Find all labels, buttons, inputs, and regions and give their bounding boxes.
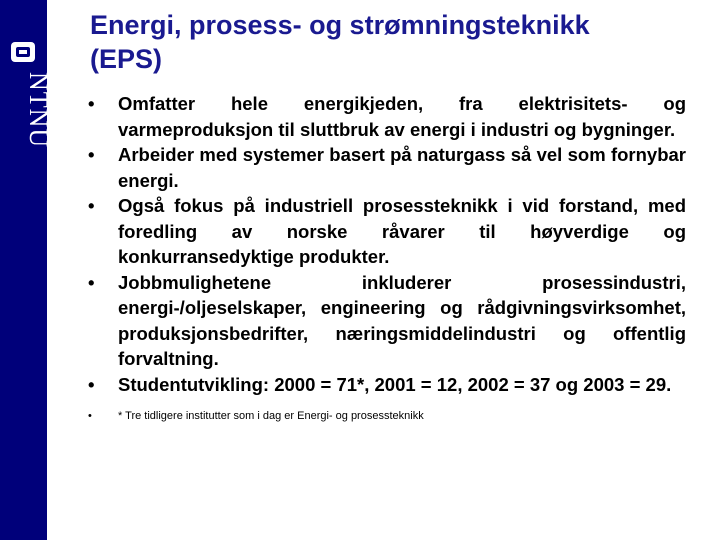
bullet-marker: • — [88, 271, 95, 293]
title-line-1: Energi, prosess- og strømningsteknikk — [90, 10, 590, 40]
bullet-marker: • — [88, 93, 95, 114]
bullet-text: Også fokus på industriell prosessteknikk i vid forstand, med foredling av norske råvarer til høyverdige og konkurransedyktige produkter. — [118, 195, 686, 267]
footnote-text: * Tre tidligere institutter som i dag er Energi- og prosessteknikk — [118, 410, 424, 422]
bullet-item — [88, 270, 686, 372]
bullet-text: Jobbmulighetene inkluderer prosessindustri, energi-/oljeselskaper, engineering og rådgivningsvirksomhet, produksjonsbedrifter, næringsmiddelindustri og offentlig forvaltning. — [118, 271, 686, 369]
title-line-2: (EPS) — [90, 44, 163, 74]
ntnu-wordmark — [8, 68, 53, 168]
bullet-marker: • — [88, 144, 95, 165]
bullet-marker: • — [88, 410, 92, 422]
bullet-item — [88, 91, 686, 142]
bullet-marker: • — [88, 373, 95, 395]
svg-text:NTNU: NTNU — [24, 72, 53, 149]
ntnu-logo-icon — [11, 42, 35, 62]
footnote-item — [88, 409, 686, 423]
bullet-marker: • — [88, 195, 95, 216]
ntnu-sidebar — [0, 0, 53, 540]
bullet-text: Arbeider med systemer basert på naturgass så vel som fornybar energi. — [118, 144, 686, 191]
bullet-text: Omfatter hele energikjeden, fra elektrisitets- og varmeproduksjon til sluttbruk av energi i industri og bygninger. — [118, 93, 686, 140]
bullet-item — [88, 142, 686, 193]
bullet-item — [88, 372, 686, 398]
bullet-text: Studentutvikling: 2000 = 71*, 2001 = 12, 2002 = 37 og 2003 = 29. — [118, 373, 672, 395]
bullet-list — [88, 91, 686, 423]
bullet-item — [88, 193, 686, 270]
slide-title — [90, 8, 690, 76]
